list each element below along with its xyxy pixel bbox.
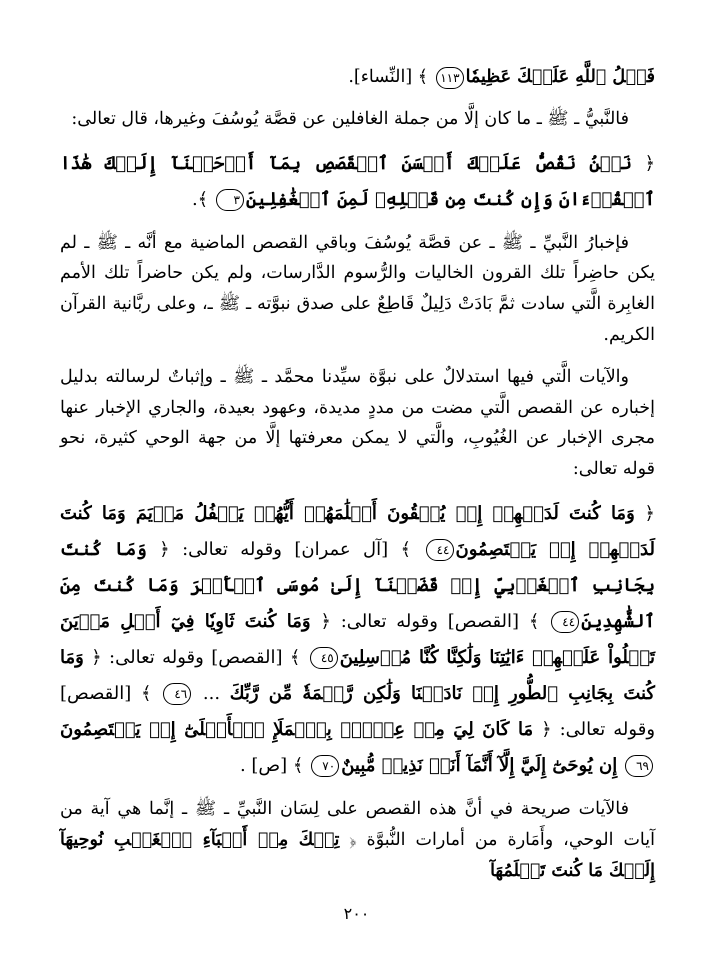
ayah-number-badge: ٤٦ (163, 683, 191, 705)
quran-verse-yusuf-3 (60, 146, 655, 218)
body-text: ﴿ (631, 152, 655, 174)
quran-text: وَمَا كُنتَ بِجَانِبِ ٱلطُّورِ إِذۡ نَادَيۡنَا وَلَٰكِن رَّحۡمَةٗ مِّن رَّبِّكَ (60, 646, 656, 704)
quran-text: وَمَا كُنتَ بِجَانِبِ ٱلۡغَرۡبِيِّ إِذۡ قَضَيۡنَآ إِلَىٰ مُوسَى ٱلۡأَمۡرَ وَمَا كُنتَ مِنَ ٱلشَّٰهِدِينَ (60, 538, 656, 632)
body-text: ﴾ [القصص] وقوله تعالى: ﴿ (310, 610, 550, 632)
ayah-number-badge: ٧٠ (311, 755, 339, 777)
body-text: ﴾ [النِّساء]. (348, 67, 434, 87)
page-body (60, 62, 655, 897)
body-text: ﴾ [ص] . (239, 754, 310, 776)
body-text: ﴾. (191, 188, 214, 210)
quran-text: مَا كَانَ لِيَ مِنۡ عِلۡمِۢ بِٱلۡمَلَإِ ٱلۡأَعۡلَىٰٓ إِذۡ يَخۡتَصِمُونَ (60, 718, 534, 740)
body-text (617, 755, 623, 776)
body-text: ﴾ [آل عمران] وقوله تعالى: ﴿ (146, 538, 424, 560)
quran-text: فَضۡلُ ٱللَّهِ عَلَيۡكَ عَظِيمٗا (465, 67, 655, 87)
quran-text: نَحۡنُ نَقُصُّ عَلَيۡكَ أَحۡسَنَ ٱلۡقَصَصِ بِمَآ أَوۡحَيۡنَآ إِلَيۡكَ هَٰذَا ٱلۡقُرۡءَانَ وَإِن كُنتَ مِن قَبۡلِهِۦ لَمِنَ ٱلۡغَٰفِلِينَ (60, 152, 655, 210)
ayah-number-badge: ٦٩ (625, 755, 653, 777)
body-text: فالنَّبيُّ ـ ﷺ ـ ما كان إلَّا من جملة الغافلين عن قصَّة يُوسُفَ وغيرها، قال تعالى: (71, 108, 629, 129)
body-text: ﴾ [القصص] وقوله تعالى: ﴿ (83, 646, 308, 668)
paragraph-4 (60, 362, 655, 485)
quran-text: وَمَا كُنتَ لَدَيۡهِمۡ إِذۡ يُلۡقُونَ أَقۡلَٰمَهُمۡ أَيُّهُمۡ يَكۡفُلُ مَرۡيَمَ وَمَا كُنتَ لَدَيۡهِمۡ إِذۡ يَخۡتَصِمُونَ (60, 502, 655, 560)
page-number: ٢٠٠ (343, 904, 370, 923)
ayah-number-badge: ٣ (216, 189, 244, 211)
body-text: ﴾ [القصص] وقوله تعالى: ﴿ (60, 682, 656, 740)
body-text: ﴿ (634, 502, 655, 524)
ayah-number-badge: ٤٤ (551, 611, 579, 633)
ayah-number-badge: ٤٤ (426, 539, 454, 561)
body-text: فإخبارُ النَّبيِّ ـ ﷺ ـ عن قصَّة يُوسُفَ وباقي القصص الماضية مع أنَّه ـ ﷺ ـ لم يكن حاضِراً تلك القرون الخاليات والرُّسوم الدَّارسات، ولم يكن حاضراً تلك الأمم الغابِرة الَّتي سادت ثمَّ بَادَتْ دَلِيلٌ قَاطِعٌ على صدق نبوَّته ـ ﷺ ـ، وعلى ربَّانية القرآن الكريم. (60, 232, 655, 345)
body-text: والآيات الَّتي فيها استدلالٌ على نبوَّة سيِّدنا محمَّد ـ ﷺ ـ وإثباتٌ لرسالته بدليل إخباره عن القصص الَّتي مضت من مددٍ مديدة، وعهود بعيدة، والجاري الإخبار عنها مجرى الإخبار عن الغُيُوبِ، والَّتي لا يمكن معرفتها إلَّا من جهة الوحي كثيرة، نحو قوله تعالى: (60, 366, 655, 480)
body-text: فالآيات صريحة في أنَّ هذه القصص على لِسَان النَّبيِّ ـ ﷺ ـ إنَّما هي آية من آيات الوحي، وأَمَارة من أمارات النُّبوَّة ﴿ (60, 798, 655, 850)
quran-text: وَمَا كُنتَ ثَاوِيٗا فِيٓ أَهۡلِ مَدۡيَنَ تَتۡلُواْ عَلَيۡهِمۡ ءَايَٰتِنَا وَلَٰكِنَّا كُنَّا مُرۡسِلِينَ (60, 610, 655, 668)
body-text: ... (193, 682, 230, 704)
quran-verses-block (60, 496, 655, 784)
ayah-number-badge: ١١٣ (436, 67, 464, 89)
paragraph-5 (60, 794, 655, 886)
quran-text: إِن يُوحَىٰٓ إِلَيَّ إِلَّآ أَنَّمَآ أَنَا۠ نَذِيرٞ مُّبِينٌ (341, 754, 618, 776)
paragraph-2 (60, 104, 655, 135)
paragraph-1 (60, 62, 655, 93)
ayah-number-badge: ٤٥ (310, 647, 338, 669)
paragraph-3 (60, 228, 655, 351)
quran-text: تِلۡكَ مِنۡ أَنۢبَآءِ ٱلۡغَيۡبِ نُوحِيهَآ إِلَيۡكَ مَا كُنتَ تَعۡلَمُهَآ (60, 829, 655, 881)
